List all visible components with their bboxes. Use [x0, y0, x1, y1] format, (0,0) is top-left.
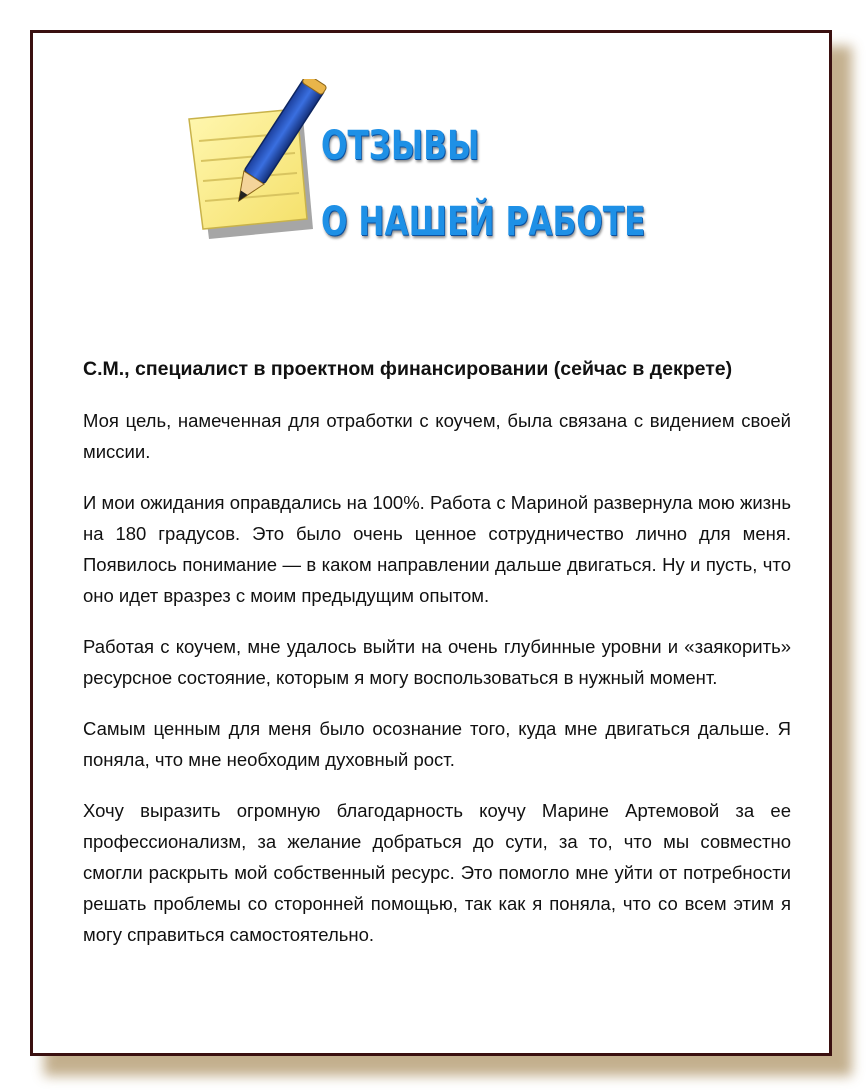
header [169, 79, 709, 259]
page-title-line2: О НАШЕЙ РАБОТЕ [321, 199, 646, 245]
review-author: С.М., специалист в проектном финансировании (сейчас в декрете) [83, 358, 733, 380]
notepad-pencil-icon [169, 79, 329, 239]
review-paragraph: И мои ожидания оправдались на 100%. Работа с Мариной развернула мою жизнь на 180 градусов. Это было очень ценное сотрудничество лично для меня. Появилось понимание — в каком направлении дальше двигаться. Ну и пусть, что оно идет вразрез с моим предыдущим опытом. [83, 492, 791, 606]
review-page [30, 30, 832, 1056]
review-content [83, 355, 791, 970]
review-paragraph: Хочу выразить огромную благодарность коучу Марине Артемовой за ее профессионализм, за желание добраться до сути, за то, что мы совместно смогли раскрыть мой собственный ресурс. Это помогло мне уйти от потребности решать проблемы со сторонней помощью, так как я поняла, что со всем этим я могу справиться самостоятельно. [83, 800, 791, 945]
review-paragraph: Работая с коучем, мне удалось выйти на очень глубинные уровни и «заякорить» ресурсное состояние, которым я могу воспользоваться в нужный момент. [83, 636, 791, 688]
review-paragraph: Самым ценным для меня было осознание того, куда мне двигаться дальше. Я поняла, что мне необходим духовный рост. [83, 718, 791, 770]
page-title-line1: ОТЗЫВЫ [321, 123, 480, 169]
review-paragraph: Моя цель, намеченная для отработки с коучем, была связана с видением своей миссии. [83, 410, 791, 462]
